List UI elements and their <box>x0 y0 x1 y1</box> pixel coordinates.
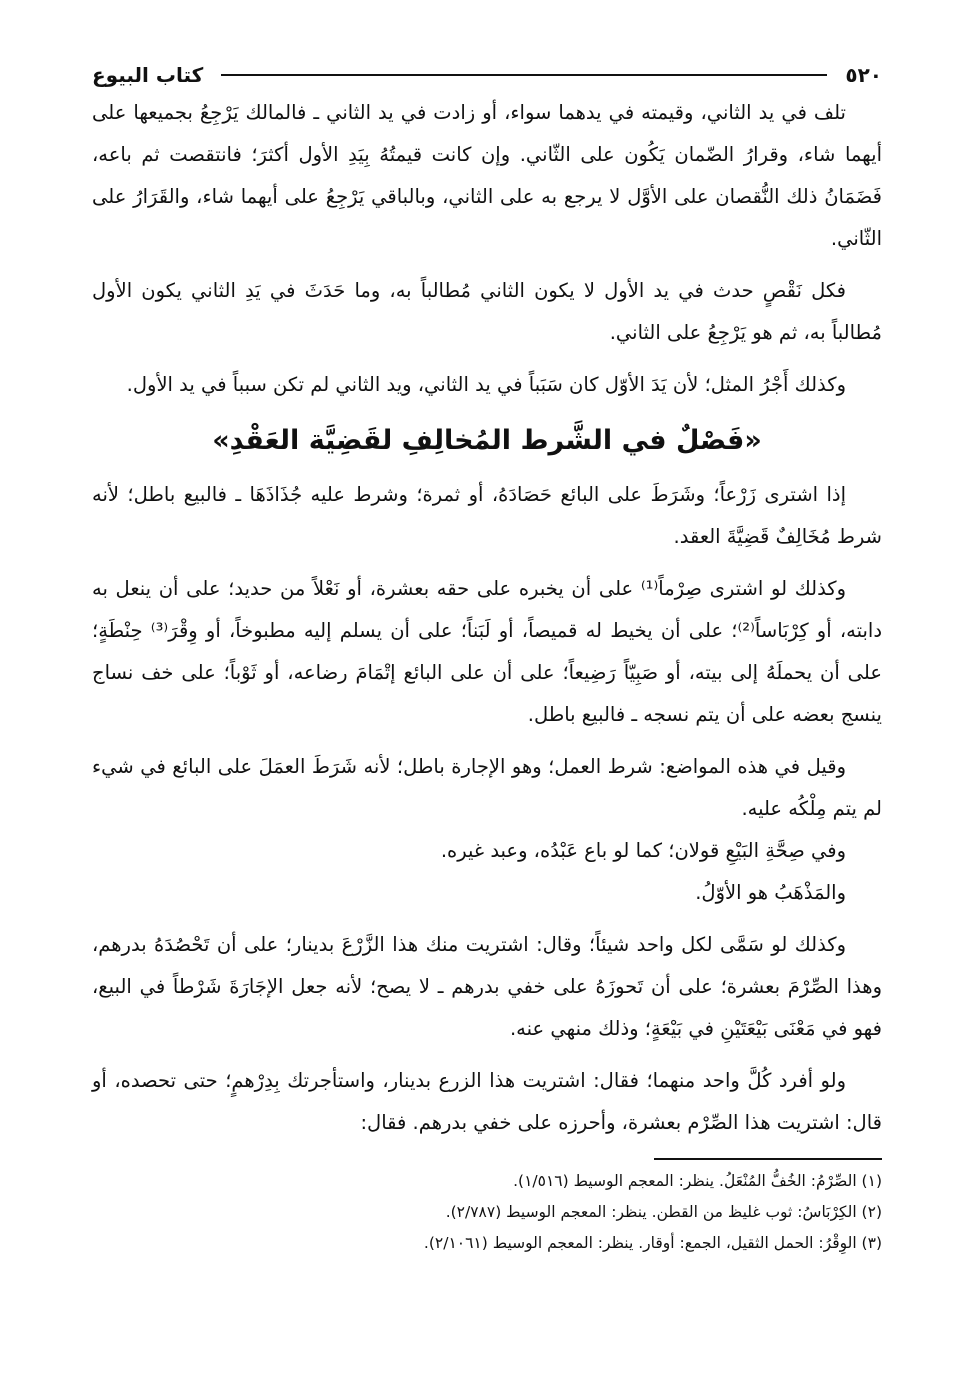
paragraph: وكذلك أَجْرُ المثل؛ لأن يَدَ الأوّل كان سَبَباً في يد الثاني، ويد الثاني لم تكن سبباً في يد الأول. <box>126 373 846 396</box>
footnotes <box>92 1166 882 1259</box>
footnote-rule <box>654 1158 882 1160</box>
paragraph: والمَذْهَبُ هو الأوّلُ. <box>695 881 846 904</box>
page-number: ٥٢٠ <box>845 63 882 87</box>
paragraph: وفي صِحَّةِ البَيْعِ قولان؛ كما لو باع عَبْدُه، وعبد غيره. <box>440 839 846 862</box>
section-heading: «فَصْلٌ في الشَّرط المُخالِفِ لقَضِيَّة العَقْدِ» <box>212 425 762 456</box>
paragraph: وقيل في هذه المواضع: شرط العمل؛ وهو الإجارة باطل؛ لأنه شَرَطَ العمَلَ على البائع في شيء لم يتم مِلْكُه عليه. <box>92 755 882 820</box>
footnote: (٢) الكِرْبَاسُ: ثوب غليظ من القطن. ينظر: المعجم الوسيط (٢/٧٨٧). <box>445 1203 882 1221</box>
paragraph: تلف في يد الثاني، وقيمته في يدهما سواء، أو زادت في يد الثاني ـ فالمالك يَرْجِعُ بجميعها على أيهما شاء، وقرارُ الضّمان يَكُون على الثّاني. وإن كانت قيمتُهُ بِيَدِ الأول أكثرَ؛ فانتقصت ثم باعه، فَضَمَانُ ذلك النُّقصان على الأوَّل لا يرجع به على الثاني، وبالباقي يَرْجِعُ على أيهما شاء، والقَرَارُ على الثّاني. <box>92 101 882 250</box>
footnote: (٣) الوِقْرُ: الحمل الثقيل، الجمع: أوقار. ينظر: المعجم الوسيط (٢/١٠٦١). <box>423 1234 882 1252</box>
footnote: (١) الصِّرْمُ: الخُفُّ المُنْعَلُ. ينظر: المعجم الوسيط (١/٥١٦). <box>513 1172 882 1190</box>
paragraph: إذا اشترى زَرْعاً؛ وشَرَطَ على البائع حَصَادَهُ، أو ثمرة؛ وشرط عليه جُذَاذَهَا ـ فالبيع باطل؛ لأنه شرط مُخَالِفٌ قَضِيَّةَ العقد. <box>92 483 882 548</box>
paragraph: وكذلك لو سَمَّى لكل واحد شيئاً؛ وقال: اشتريت منك هذا الزَّرْعَ بدينار؛ على أن تَحْصُدَهُ بدرهم، وهذا الصِّرْمَ بعشرة؛ على أن تَحوزَهُ على خفي بدرهم ـ لا يصح؛ لأنه جعل الإجَارَةَ شَرْطاً في البيع، فهو في مَعْنَى بَيْعَتَيْنِ في بَيْعَةٍ؛ وذلك منهي عنه. <box>92 933 882 1040</box>
paragraph: فكل نَقْصٍ حدث في يد الأول لا يكون الثاني مُطالباً به، وما حَدَثَ في يَدِ الثاني يكون الأول مُطالباً به، ثم هو يَرْجِعُ على الثاني. <box>92 279 882 344</box>
main-text <box>92 92 882 1144</box>
page-header <box>92 58 882 92</box>
header-rule <box>221 74 827 76</box>
paragraph: وكذلك لو اشترى صِرْماً⁽¹⁾ على أن يخبره على حقه بعشرة، أو نَعْلاً من حديد؛ على أن ينعل به دابته، أو كِرْبَاساً⁽²⁾؛ على أن يخيط له قميصاً، أو لَبَناً؛ على أن يسلم إليه مطبوخاً، أو وِقْرَ⁽³⁾ حِنْطَةٍ؛ على أن يحملَهُ إلى بيته، أو صَبِيّاً رَضِيعاً؛ على أن على البائع إتْمَامَ رضاعه، أو ثَوْباً؛ على خف نساج ينسج بعضه على أن يتم نسجه ـ فالبيع باطل. <box>92 577 883 726</box>
paragraph: ولو أفرد كُلَّ واحد منهما؛ فقال: اشتريت هذا الزرع بدينار، واستأجرتك بِدِرْهمٍ؛ حتى تحصده، أو قال: اشتريت هذا الصِّرْم بعشرة، وأحرزه على خفي بدرهم. فقال: <box>92 1069 882 1134</box>
running-title: كتاب البيوع <box>92 63 204 87</box>
book-page <box>92 58 882 1348</box>
